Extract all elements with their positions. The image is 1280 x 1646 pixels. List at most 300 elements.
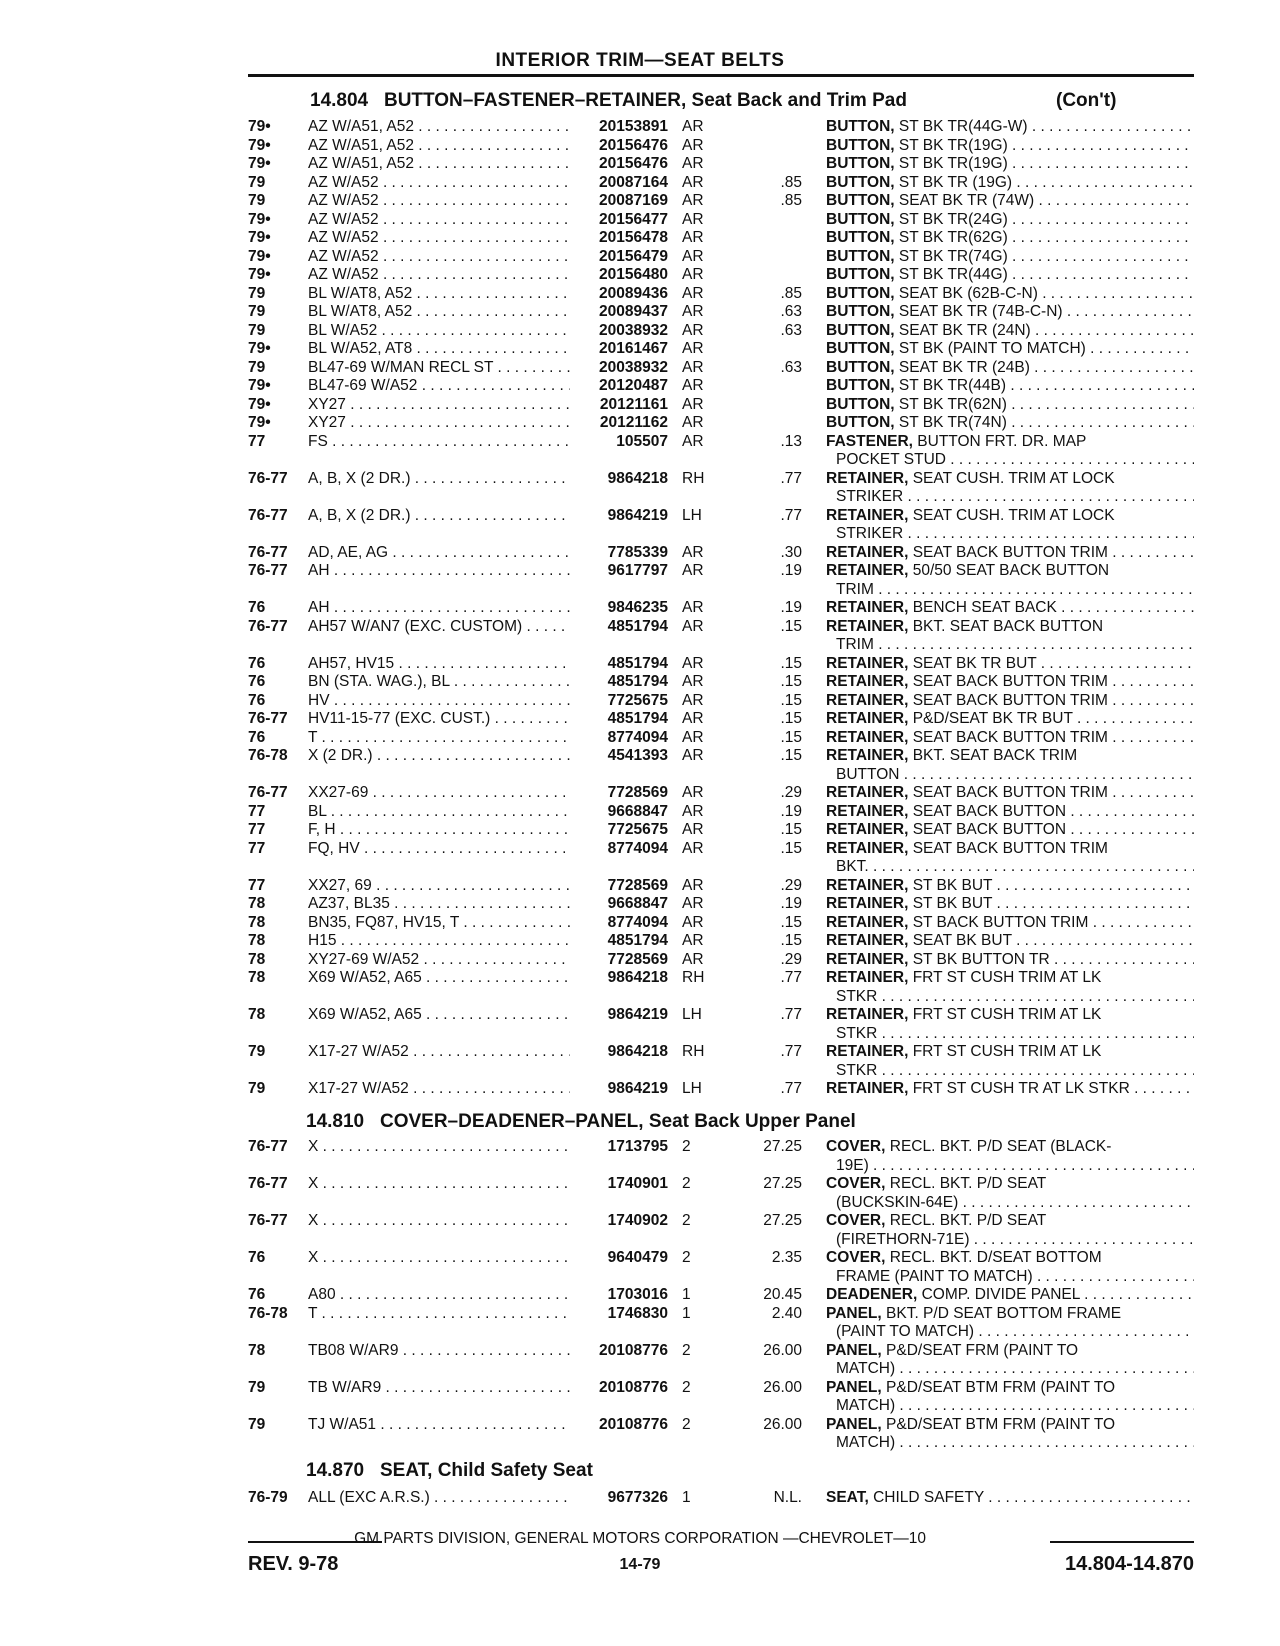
page-title: INTERIOR TRIM—SEAT BELTS — [495, 50, 785, 71]
quantity-cell: AR — [682, 192, 704, 209]
part-name: RETAINER, — [826, 932, 909, 949]
parts-table — [0, 1489, 1280, 1508]
part-name: RETAINER, — [826, 839, 909, 857]
part-name: FASTENER, — [826, 432, 913, 450]
part-description: ST BK TR(74N) — [898, 414, 1007, 431]
table-row — [0, 118, 1280, 137]
description-cell — [826, 710, 1194, 729]
description-cell — [826, 1342, 1194, 1361]
part-number-cell: 20156478 — [599, 229, 668, 246]
year-cell: 76 — [248, 673, 266, 690]
part-name: RETAINER, — [826, 1080, 909, 1097]
price-cell: .19 — [780, 895, 802, 912]
part-name: BUTTON, — [826, 247, 895, 265]
description-cell — [826, 599, 1194, 618]
description-cell — [826, 932, 1194, 951]
part-number-cell: 7725675 — [607, 821, 668, 838]
part-number-cell: 4851794 — [607, 932, 668, 949]
year-cell: 78 — [248, 950, 266, 968]
part-name: RETAINER, — [826, 821, 909, 838]
part-number-cell: 9864218 — [607, 469, 668, 487]
part-description: SEAT BACK BUTTON TRIM — [912, 691, 1108, 709]
part-name: SEAT, — [826, 1489, 869, 1506]
part-name: BUTTON, — [826, 136, 895, 154]
section-subtitle: Seat Back and Trim Pad — [691, 90, 907, 111]
model-cell: AH57, HV15 . . . — [308, 655, 570, 674]
price-cell: .63 — [780, 358, 802, 376]
model-cell: AH . . . — [308, 599, 570, 618]
price-cell: .30 — [780, 543, 802, 561]
description-cell — [826, 118, 1194, 137]
table-row — [0, 599, 1280, 618]
year-cell: 77 — [248, 839, 266, 857]
section-number: 14.804 — [310, 90, 369, 111]
continuation-text: STKR . . . — [836, 1025, 1194, 1044]
model-cell: XY27 . . . — [308, 414, 570, 433]
quantity-cell: 1 — [682, 1489, 691, 1506]
price-cell: .29 — [780, 950, 802, 968]
table-row — [0, 914, 1280, 933]
year-cell: 76 — [248, 654, 266, 672]
price-cell: .19 — [780, 562, 802, 579]
model-cell: XX27, 69 . . . — [308, 877, 570, 896]
quantity-cell: AR — [682, 747, 704, 764]
section-title: COVER–DEADENER–PANEL, — [379, 1111, 644, 1132]
table-row — [0, 211, 1280, 230]
part-name: BUTTON, — [826, 414, 895, 431]
part-description: SEAT BK TR (24N) — [898, 321, 1031, 339]
part-number-cell: 8774094 — [607, 728, 668, 746]
description-continuation — [0, 451, 1280, 470]
price-cell: 26.00 — [763, 1378, 802, 1396]
part-name: BUTTON, — [826, 173, 895, 191]
model-cell: TJ W/A51 . . . — [308, 1416, 570, 1435]
table-row — [0, 1379, 1280, 1398]
part-number-cell: 4541393 — [607, 747, 668, 764]
price-cell: .77 — [780, 1006, 802, 1023]
description-cell — [826, 1379, 1194, 1398]
price-cell: 27.25 — [763, 1138, 802, 1155]
description-cell — [826, 377, 1194, 396]
quantity-cell: 2 — [682, 1175, 691, 1192]
part-name: BUTTON, — [826, 118, 895, 135]
part-number-cell: 20038932 — [599, 321, 668, 339]
price-cell: .15 — [780, 691, 802, 709]
description-continuation — [0, 488, 1280, 507]
part-name: RETAINER, — [826, 543, 909, 561]
year-cell: 79 — [248, 173, 266, 191]
year-cell: 79• — [248, 210, 271, 228]
table-row — [0, 673, 1280, 692]
model-cell: X . . . — [308, 1212, 570, 1231]
price-cell: .85 — [780, 192, 802, 209]
year-cell: 76 — [248, 728, 266, 746]
part-name: RETAINER, — [826, 691, 909, 709]
section-number: 14.810 — [306, 1111, 365, 1132]
year-cell: 76 — [248, 691, 266, 709]
part-number-cell: 20156479 — [599, 247, 668, 265]
quantity-cell: 2 — [682, 1341, 691, 1359]
part-description: FRT ST CUSH TRIM AT LK — [912, 1006, 1102, 1023]
model-cell: AZ W/A52 . . . — [308, 248, 570, 267]
continuation-text: 19E) . . . — [836, 1157, 1194, 1176]
quantity-cell: AR — [682, 710, 704, 727]
table-row — [0, 803, 1280, 822]
description-cell — [826, 1249, 1194, 1268]
table-row — [0, 562, 1280, 581]
description-cell — [826, 1489, 1194, 1508]
table-row — [0, 137, 1280, 156]
part-description: 50/50 SEAT BACK BUTTON — [912, 562, 1110, 579]
part-number-cell: 1740902 — [607, 1212, 668, 1229]
part-name: RETAINER, — [826, 562, 909, 579]
quantity-cell: AR — [682, 839, 704, 857]
table-row — [0, 1006, 1280, 1025]
part-number-cell: 7728569 — [607, 784, 668, 801]
model-cell: A, B, X (2 DR.) . . . — [308, 470, 570, 489]
part-number-cell: 20089437 — [599, 303, 668, 320]
part-description: SEAT BACK BUTTON TRIM — [912, 839, 1108, 857]
table-row — [0, 470, 1280, 489]
part-description: FRT ST CUSH TRIM AT LK — [912, 1043, 1102, 1060]
description-continuation — [0, 1323, 1280, 1342]
year-cell: 79• — [248, 229, 271, 246]
model-cell: X . . . — [308, 1138, 570, 1157]
part-name: BUTTON, — [826, 229, 895, 246]
quantity-cell: AR — [682, 173, 704, 191]
year-cell: 79 — [248, 284, 266, 302]
model-cell: BL W/AT8, A52 . . . — [308, 303, 570, 322]
section-number: 14.870 — [306, 1460, 365, 1481]
quantity-cell: AR — [682, 432, 704, 450]
description-continuation — [0, 1268, 1280, 1287]
parts-table — [0, 118, 1280, 1099]
description-cell — [826, 1416, 1194, 1435]
year-cell: 76-79 — [248, 1489, 288, 1506]
price-cell: .15 — [780, 673, 802, 690]
part-description: ST BK TR (19G) — [898, 173, 1013, 191]
description-continuation — [0, 1157, 1280, 1176]
year-cell: 79• — [248, 266, 271, 283]
part-description: ST BACK BUTTON TRIM — [912, 913, 1089, 931]
part-name: BUTTON, — [826, 321, 895, 339]
description-continuation — [0, 1397, 1280, 1416]
year-cell: 76-77 — [248, 617, 288, 635]
price-cell: .15 — [780, 710, 802, 727]
model-cell: X69 W/A52, A65 . . . — [308, 969, 570, 988]
part-description: FRT ST CUSH TR AT LK STKR — [912, 1080, 1130, 1097]
quantity-cell: AR — [682, 543, 704, 561]
description-continuation — [0, 988, 1280, 1007]
description-cell — [826, 396, 1194, 415]
part-name: RETAINER, — [826, 876, 909, 894]
continuation-text: TRIM . . . — [836, 636, 1194, 655]
part-name: RETAINER, — [826, 802, 909, 820]
part-name: PANEL, — [826, 1304, 882, 1322]
quantity-cell: 2 — [682, 1212, 691, 1229]
quantity-cell: AR — [682, 950, 704, 968]
continuation-text: MATCH) . . . — [836, 1360, 1194, 1379]
model-cell: H15 . . . — [308, 932, 570, 951]
year-cell: 76-77 — [248, 1138, 288, 1155]
description-cell — [826, 248, 1194, 267]
description-continuation — [0, 581, 1280, 600]
quantity-cell: AR — [682, 155, 704, 172]
quantity-cell: AR — [682, 321, 704, 339]
table-row — [0, 155, 1280, 174]
description-cell — [826, 266, 1194, 285]
year-cell: 78 — [248, 969, 266, 986]
table-row — [0, 655, 1280, 674]
table-row — [0, 1249, 1280, 1268]
quantity-cell: AR — [682, 802, 704, 820]
year-cell: 76-77 — [248, 506, 288, 524]
quantity-cell: AR — [682, 229, 704, 246]
part-number-cell: 20121162 — [599, 414, 668, 431]
table-row — [0, 895, 1280, 914]
year-cell: 76 — [248, 599, 266, 616]
description-cell — [826, 192, 1194, 211]
quantity-cell: LH — [682, 506, 702, 524]
quantity-cell: AR — [682, 377, 704, 394]
continuation-text: STRIKER . . . — [836, 488, 1194, 507]
description-continuation — [0, 1062, 1280, 1081]
part-number-cell: 8774094 — [607, 839, 668, 857]
model-cell: FS . . . — [308, 433, 570, 452]
part-description: ST BK TR(19G) — [898, 155, 1008, 172]
quantity-cell: 1 — [682, 1304, 691, 1322]
price-cell: 27.25 — [763, 1212, 802, 1229]
model-cell: BL W/A52, AT8 . . . — [308, 340, 570, 359]
section-heading — [306, 1111, 856, 1133]
part-number-cell: 20161467 — [599, 340, 668, 357]
part-number-cell: 4851794 — [607, 617, 668, 635]
quantity-cell: LH — [682, 1006, 702, 1023]
quantity-cell: AR — [682, 395, 704, 413]
part-number-cell: 20108776 — [599, 1378, 668, 1396]
table-row — [0, 692, 1280, 711]
part-number-cell: 20121161 — [599, 395, 668, 413]
table-row — [0, 729, 1280, 748]
continued-label: (Con't) — [1056, 90, 1117, 111]
quantity-cell: AR — [682, 617, 704, 635]
part-name: RETAINER, — [826, 913, 909, 931]
description-cell — [826, 137, 1194, 156]
part-description: P&D/SEAT BTM FRM (PAINT TO — [886, 1415, 1116, 1433]
part-name: COVER, — [826, 1138, 886, 1155]
price-cell: .63 — [780, 303, 802, 320]
model-cell: AH . . . — [308, 562, 570, 581]
quantity-cell: 2 — [682, 1378, 691, 1396]
model-cell: FQ, HV . . . — [308, 840, 570, 859]
part-number-cell: 20120487 — [599, 377, 668, 394]
price-cell: 26.00 — [763, 1415, 802, 1433]
price-cell: .85 — [780, 284, 802, 302]
model-cell: ALL (EXC A.R.S.) . . . — [308, 1489, 570, 1508]
year-cell: 76-78 — [248, 747, 288, 764]
description-cell — [826, 174, 1194, 193]
description-cell — [826, 1212, 1194, 1231]
section-subtitle: Child Safety Seat — [437, 1460, 593, 1481]
table-row — [0, 285, 1280, 304]
model-cell: AZ W/A52 . . . — [308, 229, 570, 248]
table-row — [0, 951, 1280, 970]
part-number-cell: 9677326 — [607, 1489, 668, 1506]
description-cell — [826, 470, 1194, 489]
part-name: BUTTON, — [826, 155, 895, 172]
quantity-cell: AR — [682, 728, 704, 746]
part-name: COVER, — [826, 1212, 886, 1229]
part-name: RETAINER, — [826, 599, 909, 616]
parts-table — [0, 1138, 1280, 1453]
part-number-cell: 1713795 — [607, 1138, 668, 1155]
description-cell — [826, 1175, 1194, 1194]
model-cell: AZ W/A52 . . . — [308, 211, 570, 230]
part-description: SEAT BK (62B-C-N) — [898, 284, 1038, 302]
price-cell: .19 — [780, 802, 802, 820]
part-description: SEAT BACK BUTTON TRIM — [912, 784, 1108, 801]
part-number-cell: 9668847 — [607, 802, 668, 820]
table-row — [0, 396, 1280, 415]
revision-label: REV. 9-78 — [248, 1553, 339, 1575]
part-name: RETAINER, — [826, 1006, 909, 1023]
quantity-cell: AR — [682, 284, 704, 302]
continuation-text: (FIRETHORN-71E) . . . — [836, 1231, 1194, 1250]
model-cell: BL47-69 W/A52 . . . — [308, 377, 570, 396]
part-number-cell: 20038932 — [599, 358, 668, 376]
part-number-cell: 9864218 — [607, 969, 668, 986]
part-description: ST BK TR(74G) — [898, 247, 1008, 265]
description-cell — [826, 655, 1194, 674]
quantity-cell: AR — [682, 932, 704, 949]
description-cell — [826, 1286, 1194, 1305]
table-row — [0, 1212, 1280, 1231]
continuation-text: BKT. . . . — [836, 858, 1194, 877]
header-rule — [248, 74, 1194, 77]
model-cell: AH57 W/AN7 (EXC. CUSTOM) . . . — [308, 618, 570, 637]
quantity-cell: AR — [682, 358, 704, 376]
year-cell: 79 — [248, 358, 266, 376]
part-number-cell: 9864219 — [607, 1080, 668, 1097]
quantity-cell: AR — [682, 340, 704, 357]
price-cell: N.L. — [773, 1489, 802, 1506]
price-cell: .15 — [780, 839, 802, 857]
year-cell: 78 — [248, 1006, 266, 1023]
price-cell: .77 — [780, 1080, 802, 1097]
part-description: SEAT BK BUT — [912, 932, 1012, 949]
description-cell — [826, 895, 1194, 914]
continuation-text: POCKET STUD . . . — [836, 451, 1194, 470]
model-cell: AZ W/A51, A52 . . . — [308, 118, 570, 137]
table-row — [0, 932, 1280, 951]
part-number-cell: 9668847 — [607, 895, 668, 912]
description-cell — [826, 340, 1194, 359]
part-description: SEAT BACK BUTTON — [912, 821, 1067, 838]
description-cell — [826, 914, 1194, 933]
year-cell: 78 — [248, 913, 266, 931]
table-row — [0, 821, 1280, 840]
part-description: ST BK BUT — [912, 876, 993, 894]
quantity-cell: RH — [682, 469, 705, 487]
description-continuation — [0, 636, 1280, 655]
part-description: SEAT CUSH. TRIM AT LOCK — [912, 506, 1115, 524]
continuation-text: STKR . . . — [836, 988, 1194, 1007]
price-cell: .15 — [780, 932, 802, 949]
price-cell: .77 — [780, 506, 802, 524]
table-row — [0, 303, 1280, 322]
continuation-text: TRIM . . . — [836, 581, 1194, 600]
part-description: SEAT BACK BUTTON TRIM — [912, 728, 1108, 746]
model-cell: F, H . . . — [308, 821, 570, 840]
model-cell: BL47-69 W/MAN RECL ST . . . — [308, 359, 570, 378]
footer-publisher: GM PARTS DIVISION, GENERAL MOTORS CORPORATION —CHEVROLET—10 — [354, 1530, 926, 1547]
part-number-cell: 20156480 — [599, 266, 668, 283]
table-row — [0, 174, 1280, 193]
year-cell: 77 — [248, 821, 266, 838]
part-description: ST BK BUTTON TR — [912, 950, 1050, 968]
part-description: RECL. BKT. D/SEAT BOTTOM — [889, 1249, 1102, 1266]
description-cell — [826, 673, 1194, 692]
table-row — [0, 377, 1280, 396]
part-name: RETAINER, — [826, 950, 909, 968]
year-cell: 79• — [248, 340, 271, 357]
part-description: BKT. SEAT BACK BUTTON — [912, 617, 1104, 635]
description-cell — [826, 303, 1194, 322]
quantity-cell: AR — [682, 691, 704, 709]
table-row — [0, 618, 1280, 637]
part-number-cell: 7728569 — [607, 950, 668, 968]
part-name: BUTTON, — [826, 377, 895, 394]
quantity-cell: RH — [682, 1043, 705, 1060]
year-cell: 76 — [248, 1249, 266, 1266]
part-name: BUTTON, — [826, 340, 895, 357]
description-cell — [826, 969, 1194, 988]
part-number-cell: 20089436 — [599, 284, 668, 302]
part-name: RETAINER, — [826, 469, 909, 487]
model-cell: HV11-15-77 (EXC. CUST.) . . . — [308, 710, 570, 729]
year-cell: 79 — [248, 192, 266, 209]
price-cell: .19 — [780, 599, 802, 616]
year-cell: 77 — [248, 802, 266, 820]
table-row — [0, 969, 1280, 988]
description-cell — [826, 729, 1194, 748]
table-row — [0, 710, 1280, 729]
description-continuation — [0, 1194, 1280, 1213]
quantity-cell: AR — [682, 210, 704, 228]
model-cell: BN35, FQ87, HV15, T . . . — [308, 914, 570, 933]
price-cell: .77 — [780, 969, 802, 986]
quantity-cell: 1 — [682, 1286, 691, 1303]
table-row — [0, 1175, 1280, 1194]
model-cell: A, B, X (2 DR.) . . . — [308, 507, 570, 526]
part-description: BKT. P/D SEAT BOTTOM FRAME — [886, 1304, 1122, 1322]
description-cell — [826, 692, 1194, 711]
price-cell: .15 — [780, 617, 802, 635]
quantity-cell: 2 — [682, 1138, 691, 1155]
year-cell: 76-77 — [248, 1175, 288, 1192]
part-description: BENCH SEAT BACK — [912, 599, 1057, 616]
part-number-cell: 20153891 — [599, 118, 668, 135]
table-row — [0, 1342, 1280, 1361]
table-row — [0, 784, 1280, 803]
description-cell — [826, 803, 1194, 822]
description-cell — [826, 433, 1194, 452]
part-description: ST BK TR(62N) — [898, 395, 1007, 413]
model-cell: TB08 W/AR9 . . . — [308, 1342, 570, 1361]
part-description: P&D/SEAT BTM FRM (PAINT TO — [886, 1378, 1116, 1396]
part-description: ST BK TR(62G) — [898, 229, 1008, 246]
table-row — [0, 229, 1280, 248]
